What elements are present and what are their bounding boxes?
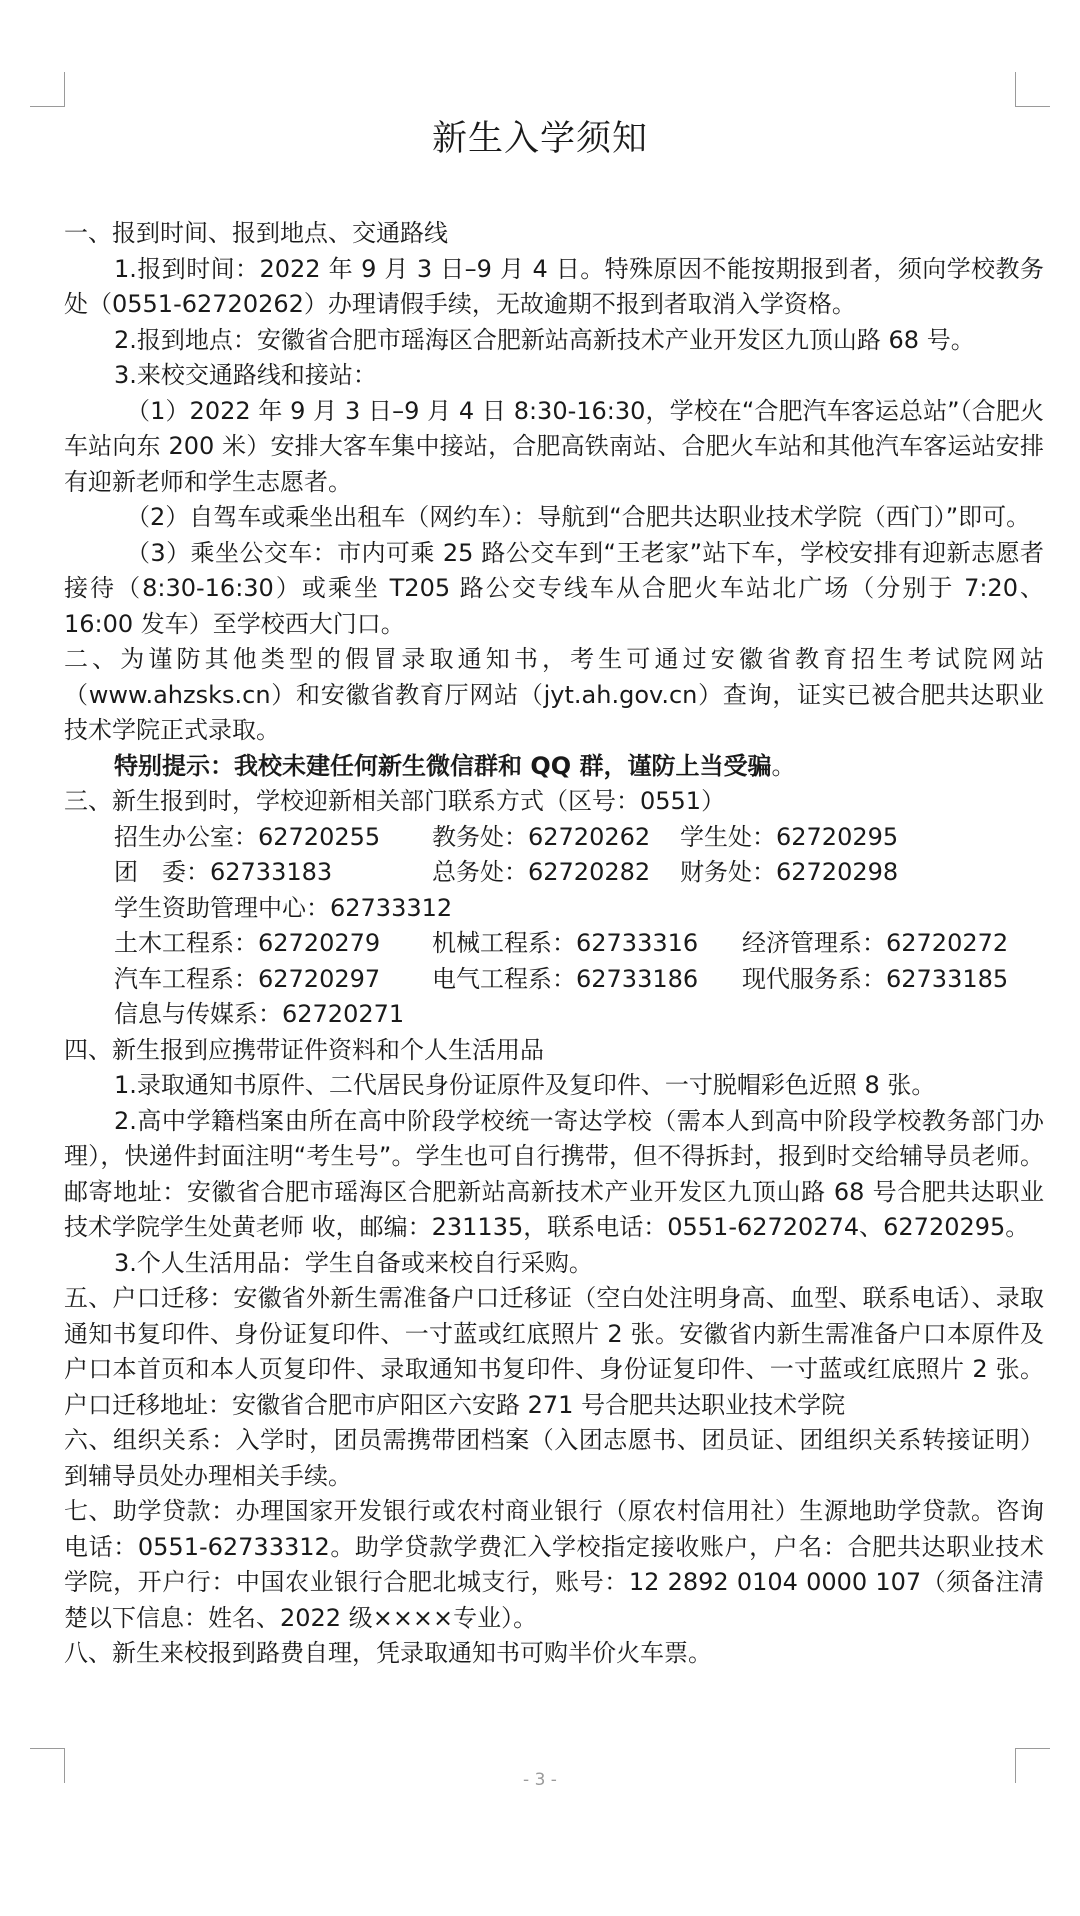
section-1-transport: 3.来校交通路线和接站： xyxy=(114,361,377,389)
section-3-heading: 三、新生报到时，学校迎新相关部门联系方式（区号：0551） xyxy=(64,787,726,815)
document-title: 新生入学须知 xyxy=(431,119,648,159)
contact-admissions: 招生办公室：62720255 xyxy=(114,822,381,851)
contact-row-5 xyxy=(64,962,1044,998)
contact-info-media: 信息与传媒系：62720271 xyxy=(114,1000,405,1028)
document-body xyxy=(64,216,1044,1672)
section-1-time: 1.报到时间：2022 年 9 月 3 日–9 月 4 日。特殊原因不能按期报到者，须向学校教务处（0551-62720262）办理请假手续，无故逾期不报到者取消入学资格。 xyxy=(64,254,1044,318)
contact-row-2 xyxy=(64,855,1044,891)
contact-financial-aid: 学生资助管理中心：62733312 xyxy=(114,893,453,922)
page-number: - 3 - xyxy=(523,1770,557,1790)
section-6-text: 六、组织关系：入学时，团员需携带团档案（入团志愿书、团员证、团组织关系转接证明）到辅导员处办理相关手续。 xyxy=(64,1426,1044,1490)
section-7-text: 七、助学贷款：办理国家开发银行或农村商业银行（原农村信用社）生源地助学贷款。咨询电话：0551-62733312。助学贷款学费汇入学校指定接收账户，户名：合肥共达职业技术学院，开户行：中国农业银行合肥北城支行，账号：12 2892 0104 0000 107（须备注清楚以下信息：姓名、2022 级××××专业）。 xyxy=(64,1497,1044,1632)
contact-finance: 财务处：62720298 xyxy=(680,858,899,886)
contact-modern-service: 现代服务系：62733185 xyxy=(742,964,1009,993)
section-4-heading: 四、新生报到应携带证件资料和个人生活用品 xyxy=(64,1035,544,1064)
section-1-transport-2: （2）自驾车或乘坐出租车（网约车）：导航到“合肥共达职业技术学院（西门）”即可。 xyxy=(126,503,1031,531)
contact-row-6 xyxy=(64,997,1044,1033)
contact-automotive-eng: 汽车工程系：62720297 xyxy=(114,964,381,993)
contact-civil-eng: 土木工程系：62720279 xyxy=(114,929,381,957)
crop-mark-top-left xyxy=(30,72,65,107)
contact-row-3 xyxy=(64,891,1044,927)
section-4-item-2: 2.高中学籍档案由所在高中阶段学校统一寄达学校（需本人到高中阶段学校教务部门办理），快递件封面注明“考生号”。学生也可自行携带，但不得拆封，报到时交给辅导员老师。邮寄地址：安徽省合肥市瑶海区合肥新站高新技术产业开发区九顶山路 68 号合肥共达职业技术学院学生处黄老师 收，邮编：231135，联系电话：0551-62720274、62720295。 xyxy=(64,1106,1044,1241)
section-1-heading: 一、报到时间、报到地点、交通路线 xyxy=(64,219,448,247)
contact-mechanical-eng: 机械工程系：62733316 xyxy=(432,929,699,957)
contact-economics: 经济管理系：62720272 xyxy=(742,929,1009,957)
contact-electrical-eng: 电气工程系：62733186 xyxy=(432,964,699,993)
crop-mark-top-right xyxy=(1015,72,1050,107)
contact-academic-affairs: 教务处：62720262 xyxy=(432,822,651,851)
section-8-text: 八、新生来校报到路费自理，凭录取通知书可购半价火车票。 xyxy=(64,1639,712,1667)
contact-row-4 xyxy=(64,926,1044,962)
section-1-transport-3: （3）乘坐公交车：市内可乘 25 路公交车到“王老家”站下车，学校安排有迎新志愿者接待（8:30-16:30）或乘坐 T205 路公交专线车从合肥火车站北广场（分别于 7:20、16:00 发车）至学校西大门口。 xyxy=(64,538,1044,638)
special-warning xyxy=(64,749,1044,785)
section-1-location: 2.报到地点：安徽省合肥市瑶海区合肥新站高新技术产业开发区九顶山路 68 号。 xyxy=(114,325,975,354)
contact-general-affairs: 总务处：62720282 xyxy=(432,858,651,886)
section-4-item-1: 1.录取通知书原件、二代居民身份证原件及复印件、一寸脱帽彩色近照 8 张。 xyxy=(114,1071,936,1099)
section-2-text: 二、为谨防其他类型的假冒录取通知书，考生可通过安徽省教育招生考试院网站（www.ahzsks.cn）和安徽省教育厅网站（jyt.ah.gov.cn）查询，证实已被合肥共达职业技术学院正式录取。 xyxy=(64,645,1044,744)
contact-student-affairs: 学生处：62720295 xyxy=(680,822,899,851)
special-warning-end: 。 xyxy=(771,751,796,780)
special-warning-text: 特别提示：我校未建任何新生微信群和 QQ 群，谨防上当受骗 xyxy=(114,751,772,780)
contact-youth-league: 团 委：62733183 xyxy=(114,858,333,886)
section-1-transport-1: （1）2022 年 9 月 3 日–9 月 4 日 8:30-16:30，学校在“合肥汽车客运总站”（合肥火车站向东 200 米）安排大客车集中接站，合肥高铁南站、合肥火车站和其他汽车客运站安排有迎新老师和学生志愿者。 xyxy=(64,396,1044,496)
section-5-text: 五、户口迁移：安徽省外新生需准备户口迁移证（空白处注明身高、血型、联系电话）、录取通知书复印件、身份证复印件、一寸蓝或红底照片 2 张。安徽省内新生需准备户口本原件及户口本首页和本人页复印件、录取通知书复印件、身份证复印件、一寸蓝或红底照片 2 张。户口迁移地址：安徽省合肥市庐阳区六安路 271 号合肥共达职业技术学院 xyxy=(64,1284,1044,1419)
contact-row-1 xyxy=(64,820,1044,856)
section-4-item-3: 3.个人生活用品：学生自备或来校自行采购。 xyxy=(114,1248,593,1277)
